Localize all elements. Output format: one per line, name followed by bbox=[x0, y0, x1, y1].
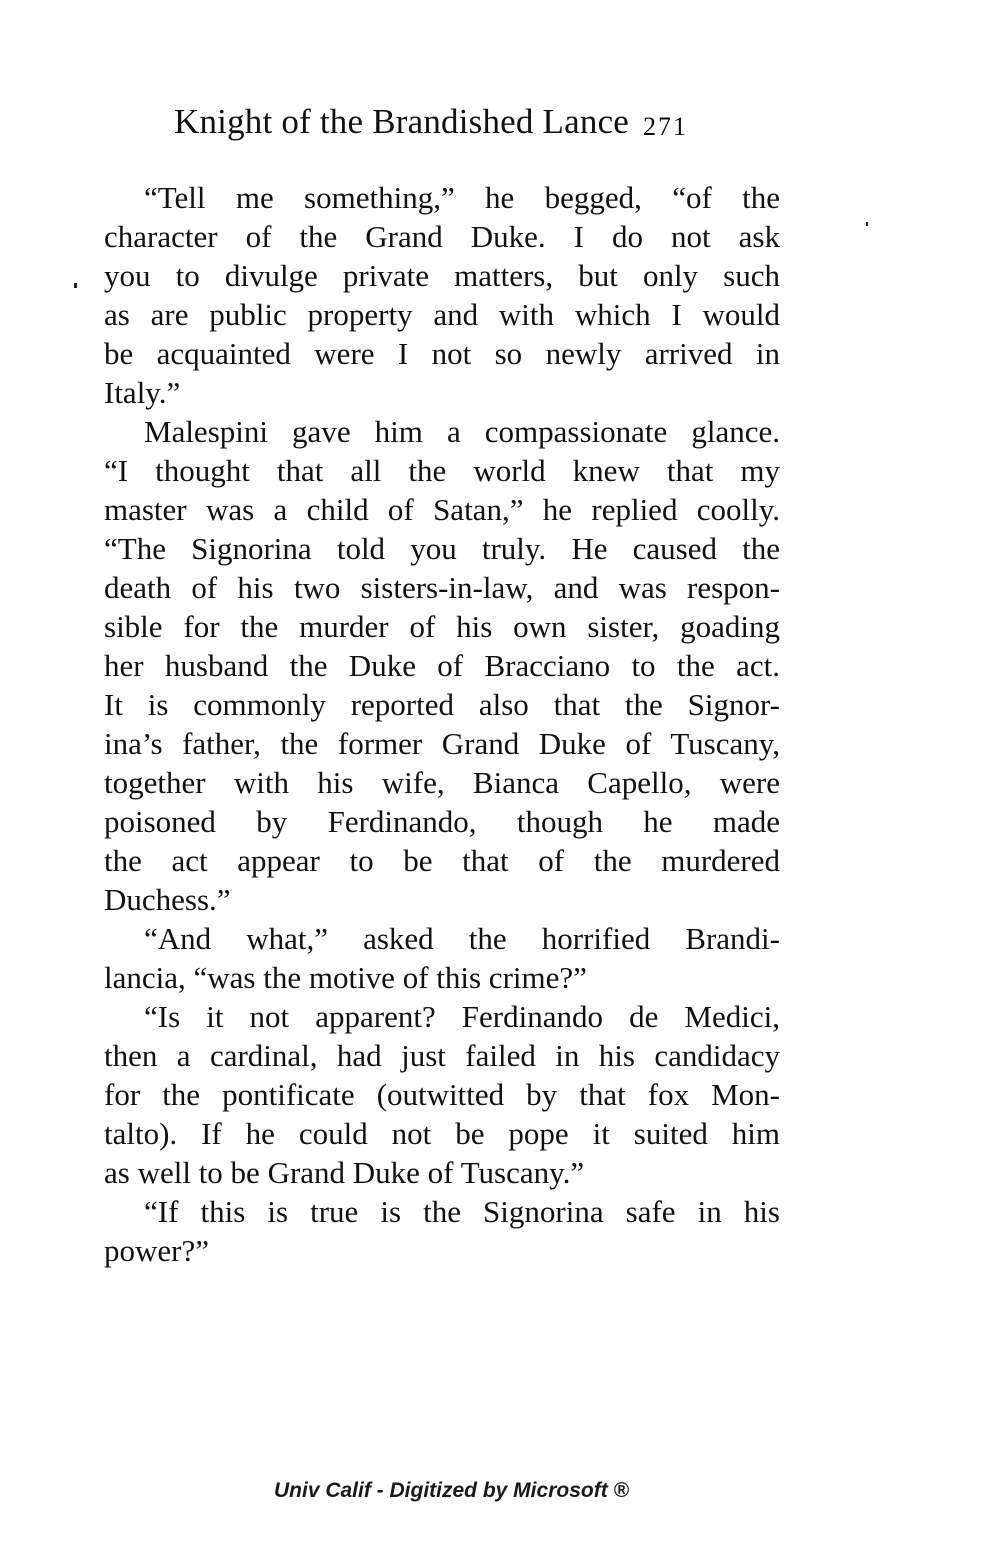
text-line: talto). If he could not be pope it suited him bbox=[104, 1116, 780, 1151]
text-line: then a cardinal, had just failed in his candidacy bbox=[104, 1038, 780, 1073]
text-line: you to divulge private matters, but only such bbox=[104, 258, 780, 293]
digitization-watermark: Univ Calif - Digitized by Microsoft ® bbox=[274, 1479, 629, 1502]
text-line: “Is it not apparent? Ferdinando de Medici, bbox=[144, 999, 780, 1034]
text-line: as are public property and with which I would bbox=[104, 297, 780, 332]
text-line: ina’s father, the former Grand Duke of Tuscany, bbox=[104, 726, 780, 761]
text-line: lancia, “was the motive of this crime?” bbox=[104, 960, 587, 995]
text-line: Duchess.” bbox=[104, 882, 231, 917]
page-number: 271 bbox=[643, 112, 689, 141]
running-head bbox=[174, 100, 794, 147]
text-line: together with his wife, Bianca Capello, were bbox=[104, 765, 780, 800]
text-line: “I thought that all the world knew that my bbox=[104, 453, 780, 488]
text-line: character of the Grand Duke. I do not ask bbox=[104, 219, 780, 254]
text-line: her husband the Duke of Bracciano to the act. bbox=[104, 648, 780, 683]
text-line: It is commonly reported also that the Signor- bbox=[104, 687, 780, 722]
text-line: poisoned by Ferdinando, though he made bbox=[104, 804, 780, 839]
text-line: Malespini gave him a compassionate glance. bbox=[144, 414, 780, 449]
text-line: “The Signorina told you truly. He caused the bbox=[104, 531, 780, 566]
body-text bbox=[104, 178, 780, 1270]
text-line: power?” bbox=[104, 1233, 209, 1268]
text-line: sible for the murder of his own sister, goading bbox=[104, 609, 780, 644]
ink-speck bbox=[866, 222, 868, 226]
text-line: master was a child of Satan,” he replied coolly. bbox=[104, 492, 780, 527]
text-line: Italy.” bbox=[104, 375, 181, 410]
text-line: “Tell me something,” he begged, “of the bbox=[144, 180, 780, 215]
text-line: be acquainted were I not so newly arrived in bbox=[104, 336, 780, 371]
text-line: for the pontificate (outwitted by that fox Mon- bbox=[104, 1077, 780, 1112]
text-line: the act appear to be that of the murdered bbox=[104, 843, 780, 878]
text-line: “And what,” asked the horrified Brandi- bbox=[144, 921, 780, 956]
text-line: as well to be Grand Duke of Tuscany.” bbox=[104, 1155, 585, 1190]
ink-speck bbox=[74, 283, 77, 288]
text-line: death of his two sisters-in-law, and was respon- bbox=[104, 570, 780, 605]
running-head-title: Knight of the Brandished Lance bbox=[174, 102, 630, 141]
text-line: “If this is true is the Signorina safe in his bbox=[144, 1194, 780, 1229]
